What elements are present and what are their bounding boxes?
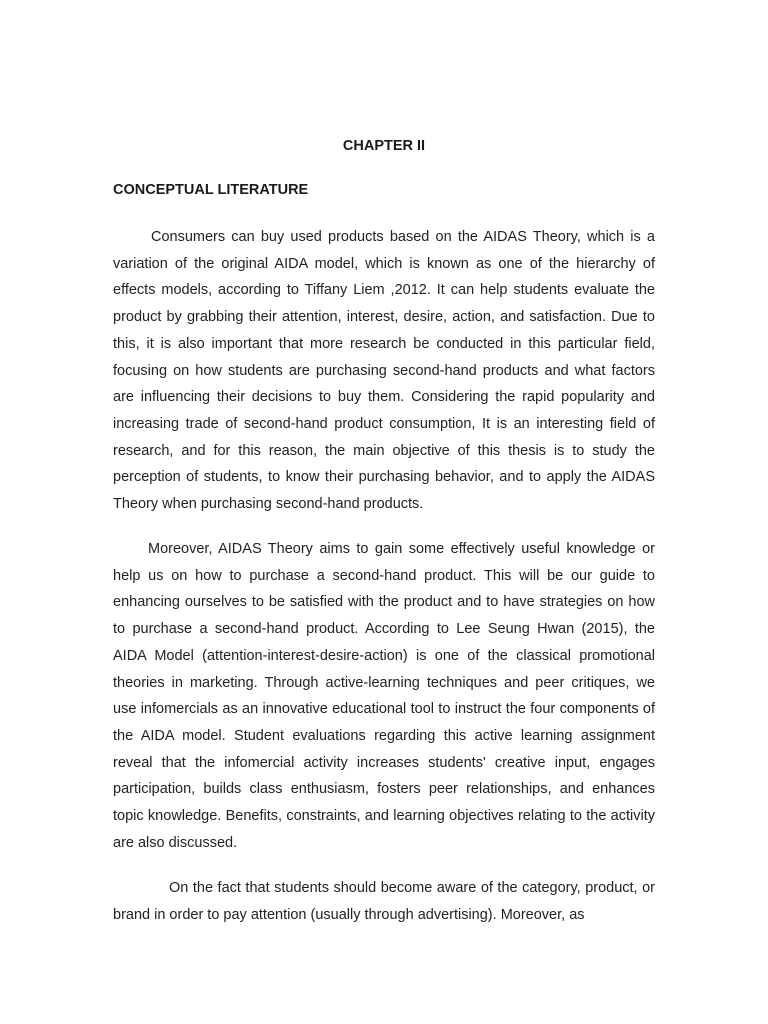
chapter-title: CHAPTER II xyxy=(342,138,426,154)
body-paragraph: On the fact that students should become aware of the category, product, or brand in order to pay attention (usually through advertising). Moreover, as xyxy=(113,880,655,923)
body-paragraph: Moreover, AIDAS Theory aims to gain some effectively useful knowledge or help us on how to purchase a second-hand product. This will be our guide to enhancing ourselves to be satisfied with the product and to have strategies on how to purchase a second-hand product. According to Lee Seung Hwan (2015), the AIDA Model (attention-interest-desire-action) is one of the classical promotional theories in marketing. Through active-learning techniques and peer critiques, we use infomercials as an innovative educational tool to instruct the four components of the AIDA model. Student evaluations regarding this active learning assignment reveal that the infomercial activity increases students' creative input, engages participation, builds class enthusiasm, fosters peer relationships, and enhances topic knowledge. Benefits, constraints, and learning objectives relating to the activity are also discussed. xyxy=(113,541,655,851)
body-paragraph: Consumers can buy used products based on the AIDAS Theory, which is a variation of the original AIDA model, which is known as one of the hierarchy of effects models, according to Tiffany Liem ,2012. It can help students evaluate the product by grabbing their attention, interest, desire, action, and satisfaction. Due to this, it is also important that more research be conducted in this particular field, focusing on how students are purchasing second-hand products and what factors are influencing their decisions to buy them. Considering the rapid popularity and increasing trade of second-hand product consumption, It is an interesting field of research, and for this reason, the main objective of this thesis is to study the perception of students, to know their purchasing behavior, and to apply the AIDAS Theory when purchasing second-hand products. xyxy=(113,229,655,513)
section-heading: CONCEPTUAL LITERATURE xyxy=(113,182,309,198)
